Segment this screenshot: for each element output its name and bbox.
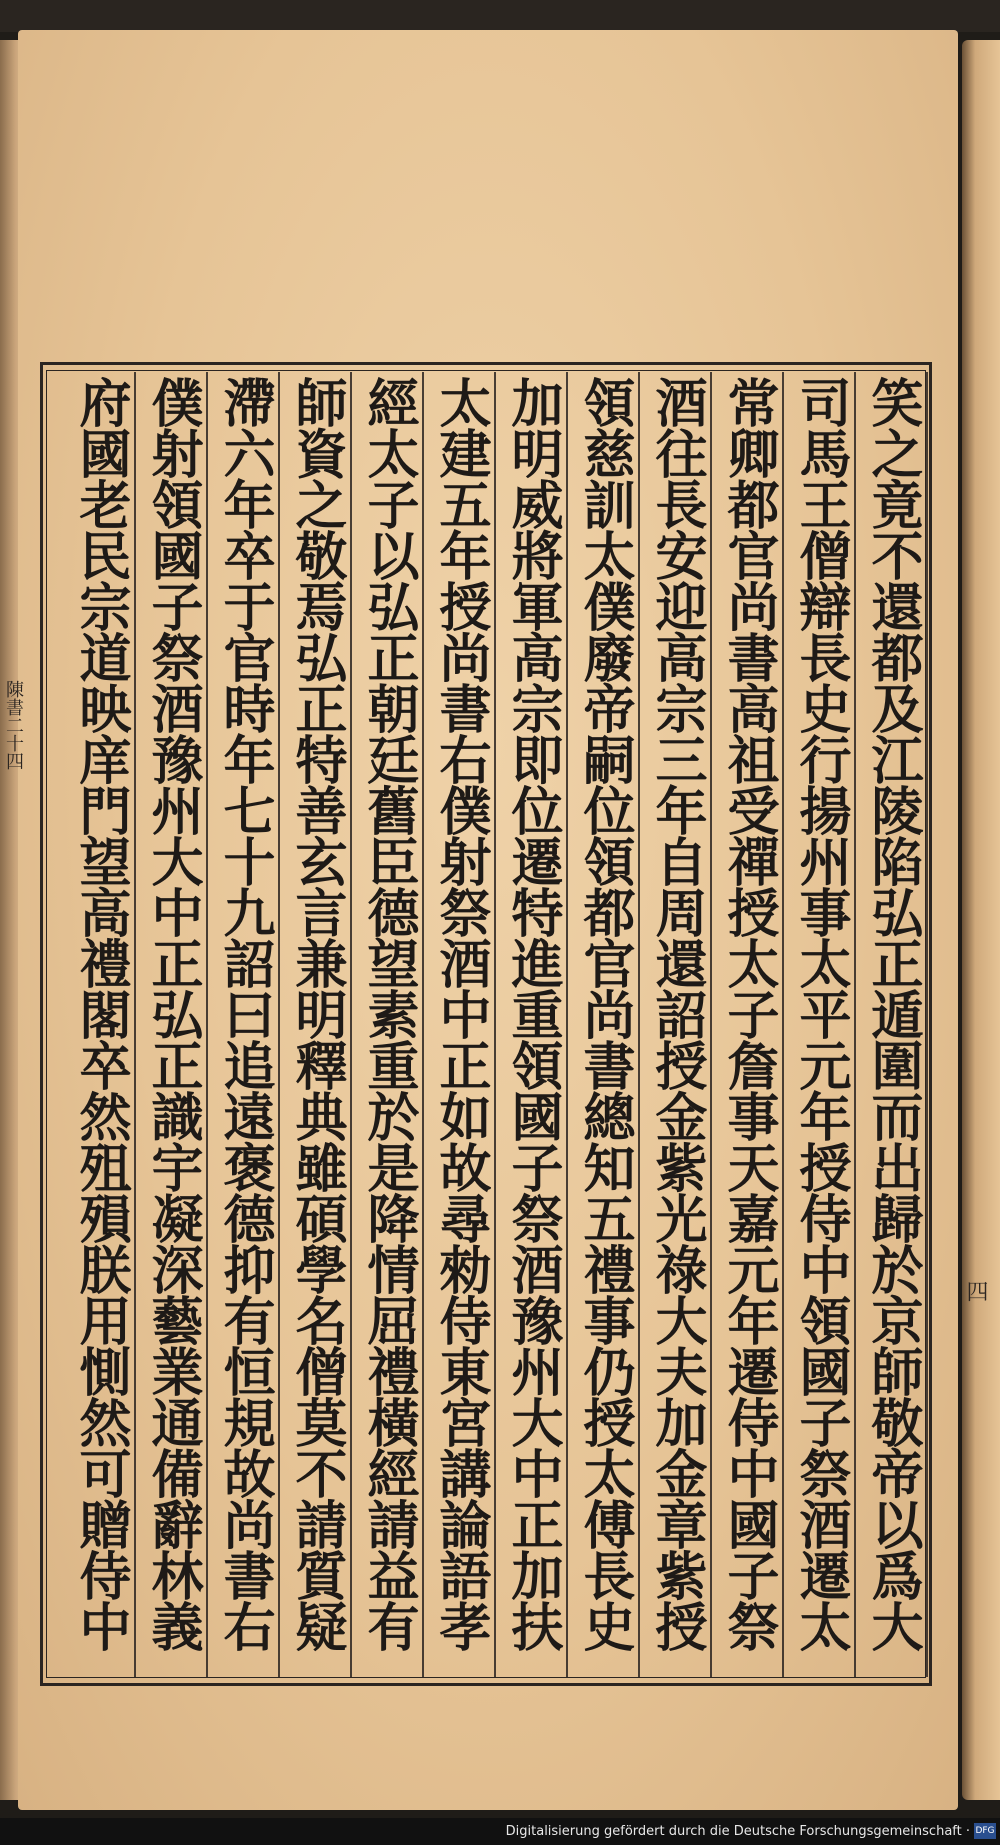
text-column: 酒往長安迎高宗三年自周還詔授金紫光祿大夫加金章紫授	[646, 376, 707, 1651]
column-rule	[782, 372, 784, 1677]
scan-background	[0, 0, 1000, 32]
column-rule	[926, 372, 928, 1677]
text-column: 滯六年卒于官時年七十九詔曰追遠褒德抑有恒規故尚書右	[214, 376, 275, 1651]
digitization-credit: Digitalisierung gefördert durch die Deutsche Forschungsgemeinschaft ·	[505, 1824, 970, 1839]
page-edge-right	[962, 40, 1000, 1800]
text-column: 領慈訓太僕廢帝嗣位領都官尚書總知五禮事仍授太傅長史	[574, 376, 635, 1651]
column-rule	[710, 372, 712, 1677]
column-rule	[566, 372, 568, 1677]
text-column: 僕射領國子祭酒豫州大中正弘正識宇凝深藝業通備辭林義	[142, 376, 203, 1651]
text-column: 笑之竟不還都及江陵陷弘正遁圍而出歸於京師敬帝以爲大	[862, 376, 923, 1651]
text-column: 太建五年授尚書右僕射祭酒中正如故尋勑侍東宮講論語孝	[430, 376, 491, 1651]
dfg-logo: DFG	[974, 1823, 996, 1839]
column-rule	[422, 372, 424, 1677]
text-column: 加明威將軍高宗即位遷特進重領國子祭酒豫州大中正加扶	[502, 376, 563, 1651]
column-rule	[206, 372, 208, 1677]
column-rule	[638, 372, 640, 1677]
column-rule	[278, 372, 280, 1677]
text-column: 常卿都官尚書高祖受禪授太子詹事天嘉元年遷侍中國子祭	[718, 376, 779, 1651]
column-rule	[134, 372, 136, 1677]
column-rule	[854, 372, 856, 1677]
text-column: 府國老民宗道映庠門望高禮閣卒然殂殞朕用惻然可贈侍中	[70, 376, 131, 1651]
text-column: 經太子以弘正朝廷舊臣德望素重於是降情屈禮橫經請益有	[358, 376, 419, 1651]
text-column: 司馬王僧辯長史行揚州事太平元年授侍中領國子祭酒遷太	[790, 376, 851, 1651]
text-column: 師資之敬焉弘正特善玄言兼明釋典雖碩學名僧莫不請質疑	[286, 376, 347, 1651]
column-rule	[350, 372, 352, 1677]
column-rule	[494, 372, 496, 1677]
margin-page-number: 四	[963, 1280, 988, 1302]
margin-title: 陳書二十四	[3, 680, 24, 770]
